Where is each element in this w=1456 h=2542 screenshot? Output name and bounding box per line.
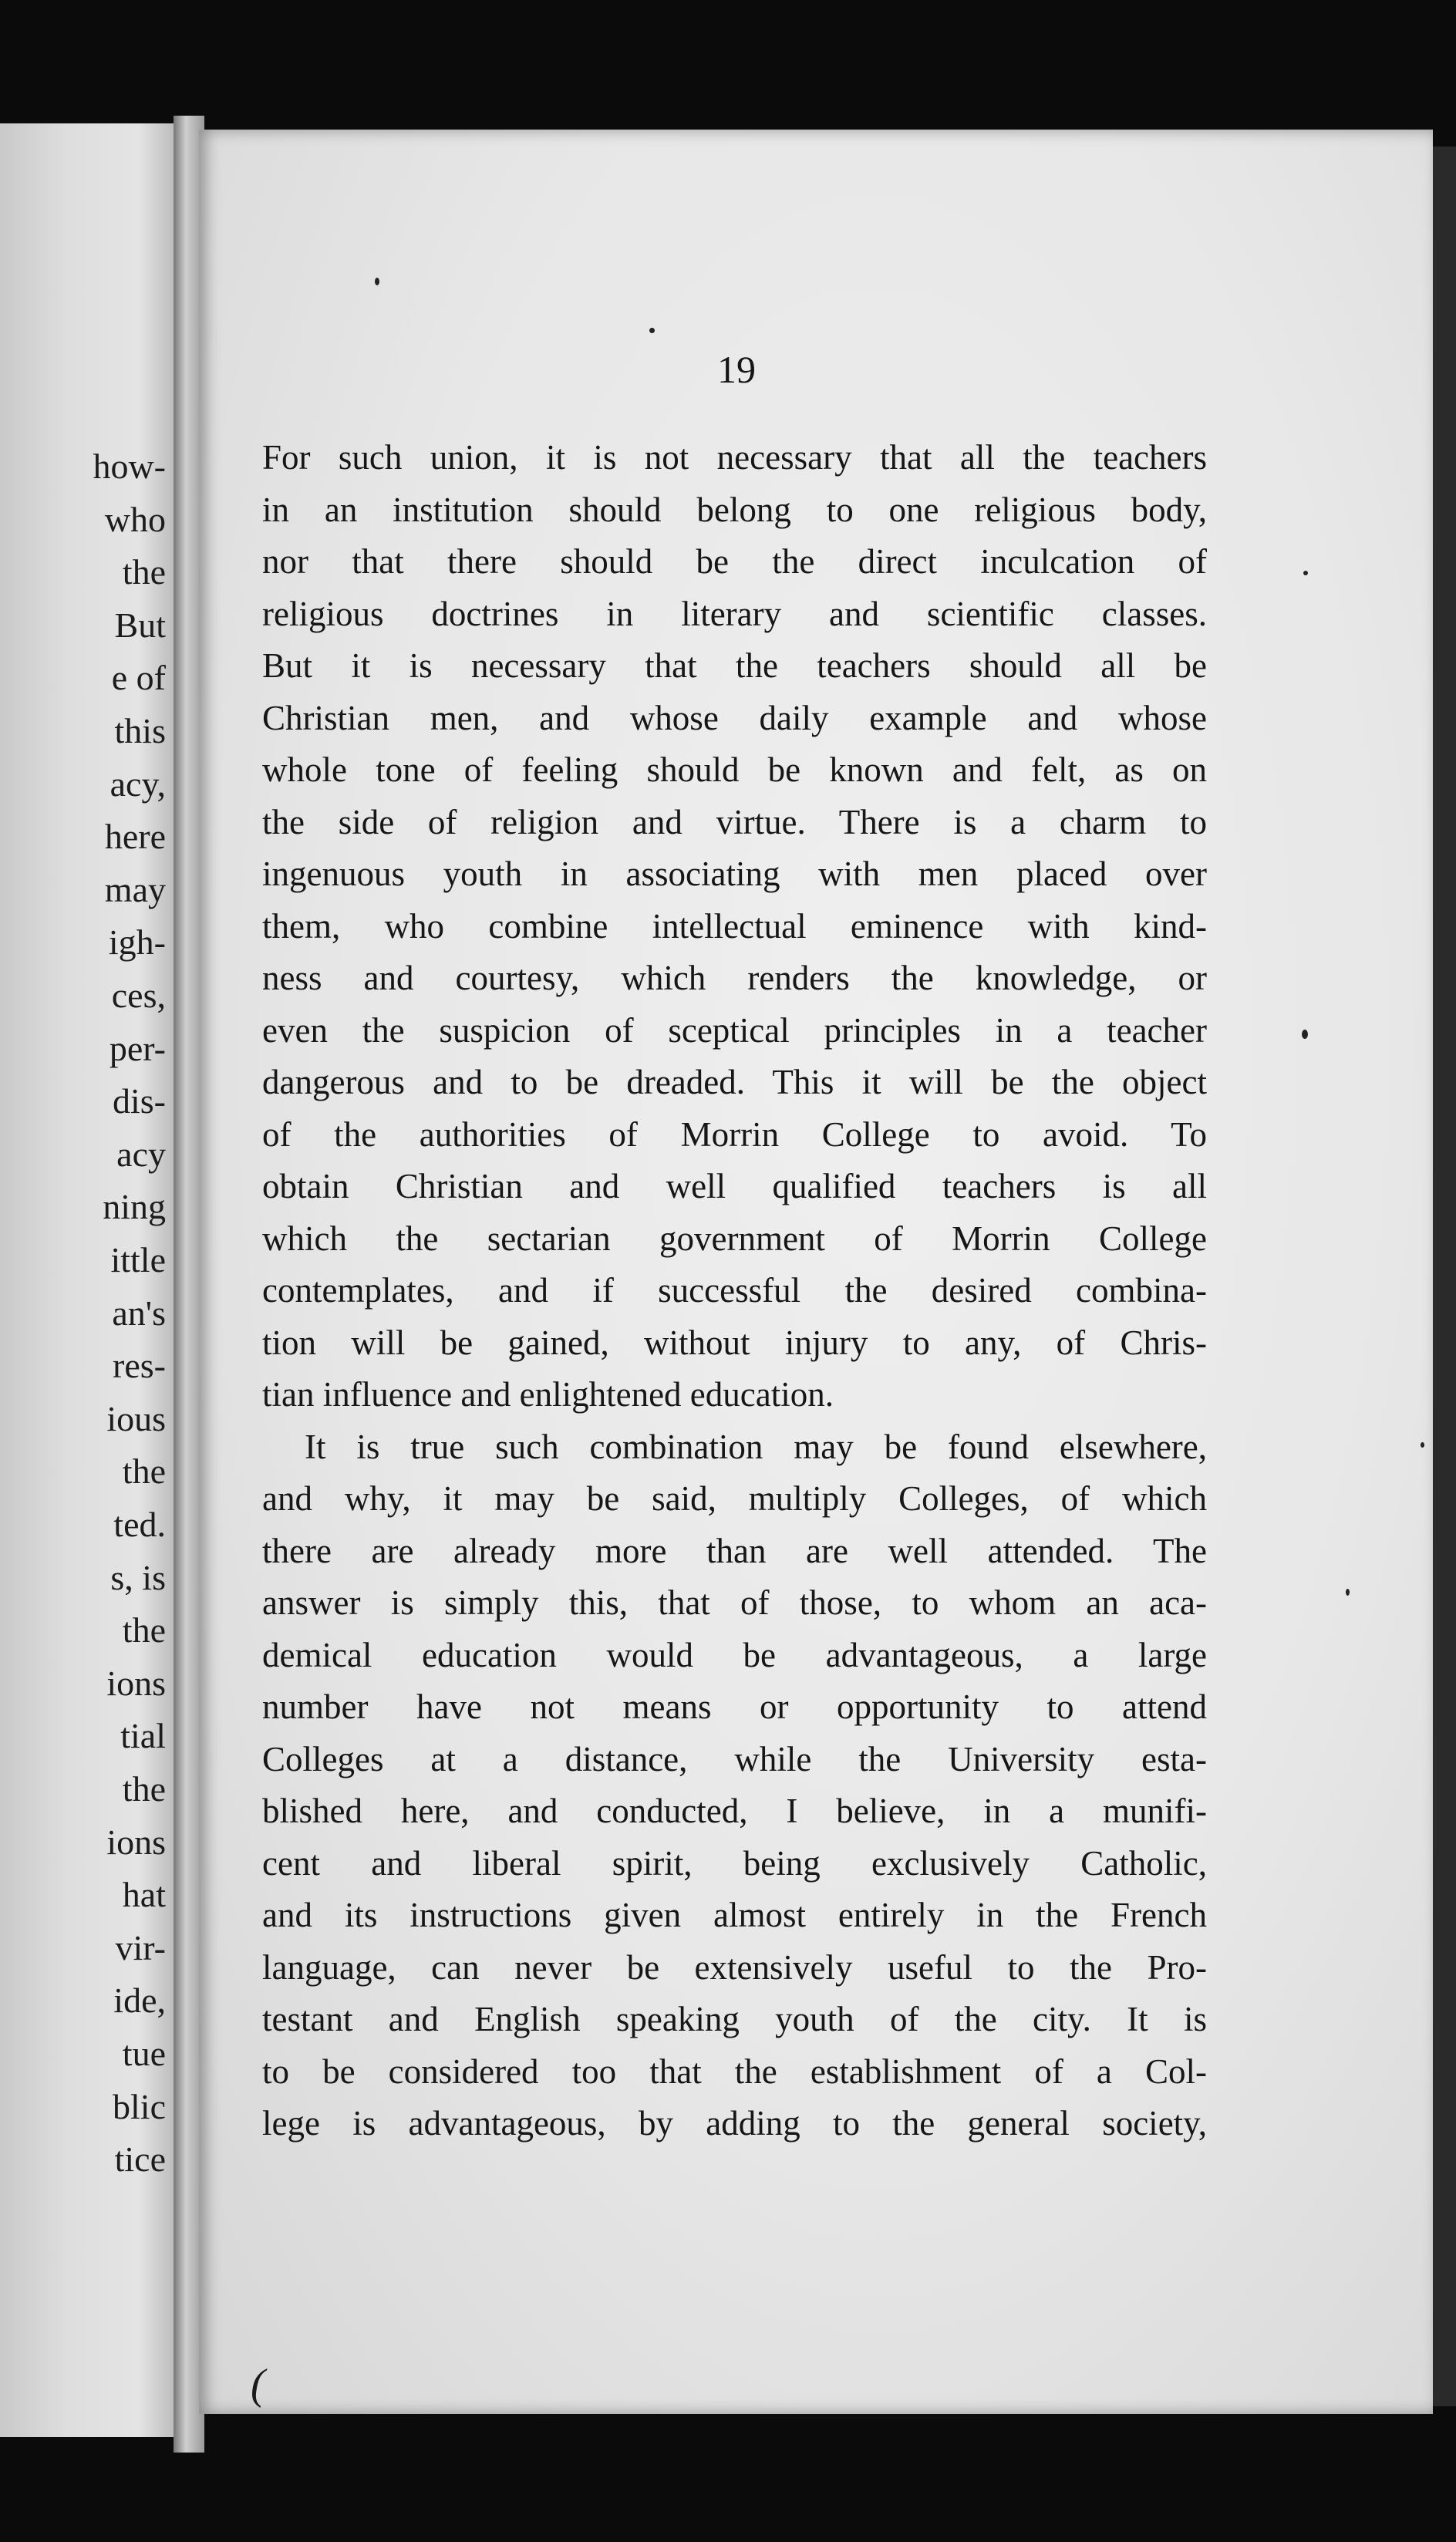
text-line: them, who combine intellectual eminence with kind-	[262, 906, 1207, 946]
facing-page-fragment: ions	[106, 1663, 166, 1703]
facing-page-fragment: ions	[106, 1822, 166, 1862]
text-line: even the suspicion of sceptical principles in a teacher	[262, 1010, 1207, 1050]
text-line: Christian men, and whose daily example and whose	[262, 698, 1207, 737]
text-line: cent and liberal spirit, being exclusively Catholic,	[262, 1843, 1207, 1883]
facing-page-fragment: the	[122, 1610, 166, 1650]
facing-page-fragment: s, is	[110, 1557, 166, 1597]
facing-page-fragment: igh-	[108, 922, 166, 963]
facing-page-fragment: how-	[93, 447, 166, 486]
page-edge-shadow	[1433, 147, 1456, 2406]
text-line: lege is advantageous, by adding to the general society,	[262, 2104, 1207, 2142]
text-line: to be considered too that the establishment of a Col-	[262, 2051, 1207, 2091]
facing-page-fragment: tue	[122, 2034, 166, 2073]
text-line: contemplates, and if successful the desired combina-	[262, 1271, 1207, 1310]
facing-page-fragment: ide,	[113, 1981, 166, 2021]
scan-speck	[1303, 571, 1308, 575]
scan-mark: (	[251, 2361, 265, 2409]
facing-page-fragment: acy,	[110, 764, 166, 804]
text-line: dangerous and to be dreaded. This it will be the object	[262, 1063, 1207, 1101]
text-line: tion will be gained, without injury to any, of Chris-	[262, 1323, 1207, 1362]
facing-page-fragment: ted.	[113, 1505, 166, 1544]
facing-page-fragment: blic	[113, 2086, 166, 2126]
facing-page-fragment: an's	[112, 1293, 166, 1333]
text-line: which the sectarian government of Morrin College	[262, 1219, 1207, 1258]
facing-page-fragment: e of	[111, 658, 166, 698]
facing-page-fragment: ning	[103, 1187, 166, 1227]
text-line: ingenuous youth in associating with men placed over	[262, 855, 1207, 893]
facing-page-fragment: ces,	[111, 976, 166, 1015]
text-line: whole tone of feeling should be known and felt, as on	[262, 750, 1207, 789]
scan-speck	[375, 278, 379, 285]
facing-page-fragment: the	[122, 552, 166, 592]
facing-page-fragment: vir-	[115, 1927, 166, 1967]
text-line: answer is simply this, that of those, to whom an aca-	[262, 1583, 1207, 1622]
text-line: For such union, it is not necessary that all the teachers	[262, 438, 1207, 477]
facing-page-fragment: here	[104, 817, 166, 857]
facing-page-fragment: res-	[113, 1346, 166, 1386]
facing-page-fragment: this	[114, 711, 166, 750]
facing-page-fragment: ious	[106, 1398, 166, 1438]
facing-page-fragment: tice	[114, 2139, 166, 2180]
text-line: demical education would be advantageous, a large	[262, 1635, 1207, 1674]
text-line: and its instructions given almost entirely in the French	[262, 1896, 1207, 1934]
facing-page-fragment: the	[122, 1769, 166, 1809]
facing-page-fragment: But	[114, 605, 166, 645]
page-number: 19	[717, 348, 756, 391]
paragraph-start-line: It is true such combination may be found elsewhere,	[305, 1427, 1207, 1466]
facing-page-fragment: tial	[120, 1716, 166, 1756]
facing-page-left	[0, 123, 174, 2437]
facing-page-fragment: acy	[116, 1134, 166, 1174]
facing-page-fragment: ittle	[110, 1240, 166, 1279]
text-line: language, can never be extensively useful to the Pro-	[262, 1947, 1207, 1987]
text-line: there are already more than are well attended. The	[262, 1531, 1207, 1570]
text-line: obtain Christian and well qualified teachers is all	[262, 1167, 1207, 1205]
text-line: nor that there should be the direct inculcation of	[262, 542, 1207, 581]
text-line: testant and English speaking youth of the city. It is	[262, 2000, 1207, 2038]
facing-page-fragment: dis-	[113, 1081, 166, 1121]
text-line: and why, it may be said, multiply Colleges, of which	[262, 1479, 1207, 1518]
scan-speck	[649, 328, 655, 333]
paragraph-end-line: tian influence and enlightened education.	[262, 1375, 834, 1414]
text-line: the side of religion and virtue. There is a charm to	[262, 802, 1207, 841]
text-line: religious doctrines in literary and scientific classes.	[262, 594, 1207, 633]
scan-speck	[1346, 1589, 1350, 1596]
page-body-text	[262, 432, 1207, 2150]
text-line: But it is necessary that the teachers should all be	[262, 646, 1207, 685]
facing-page-fragment: the	[122, 1451, 166, 1492]
scan-speck	[1302, 1030, 1308, 1039]
facing-page-fragment: hat	[122, 1875, 166, 1915]
facing-page-fragment: who	[104, 499, 166, 539]
text-line: number have not means or opportunity to attend	[262, 1687, 1207, 1726]
text-line: Colleges at a distance, while the University esta-	[262, 1739, 1207, 1778]
text-line: in an institution should belong to one religious body,	[262, 490, 1207, 529]
text-line: ness and courtesy, which renders the knowledge, or	[262, 959, 1207, 997]
facing-page-fragment: may	[104, 869, 166, 909]
text-line: blished here, and conducted, I believe, in a munifi-	[262, 1792, 1207, 1830]
text-line: of the authorities of Morrin College to avoid. To	[262, 1114, 1207, 1154]
scan-speck	[1421, 1442, 1424, 1448]
facing-page-fragment: per-	[109, 1028, 166, 1068]
